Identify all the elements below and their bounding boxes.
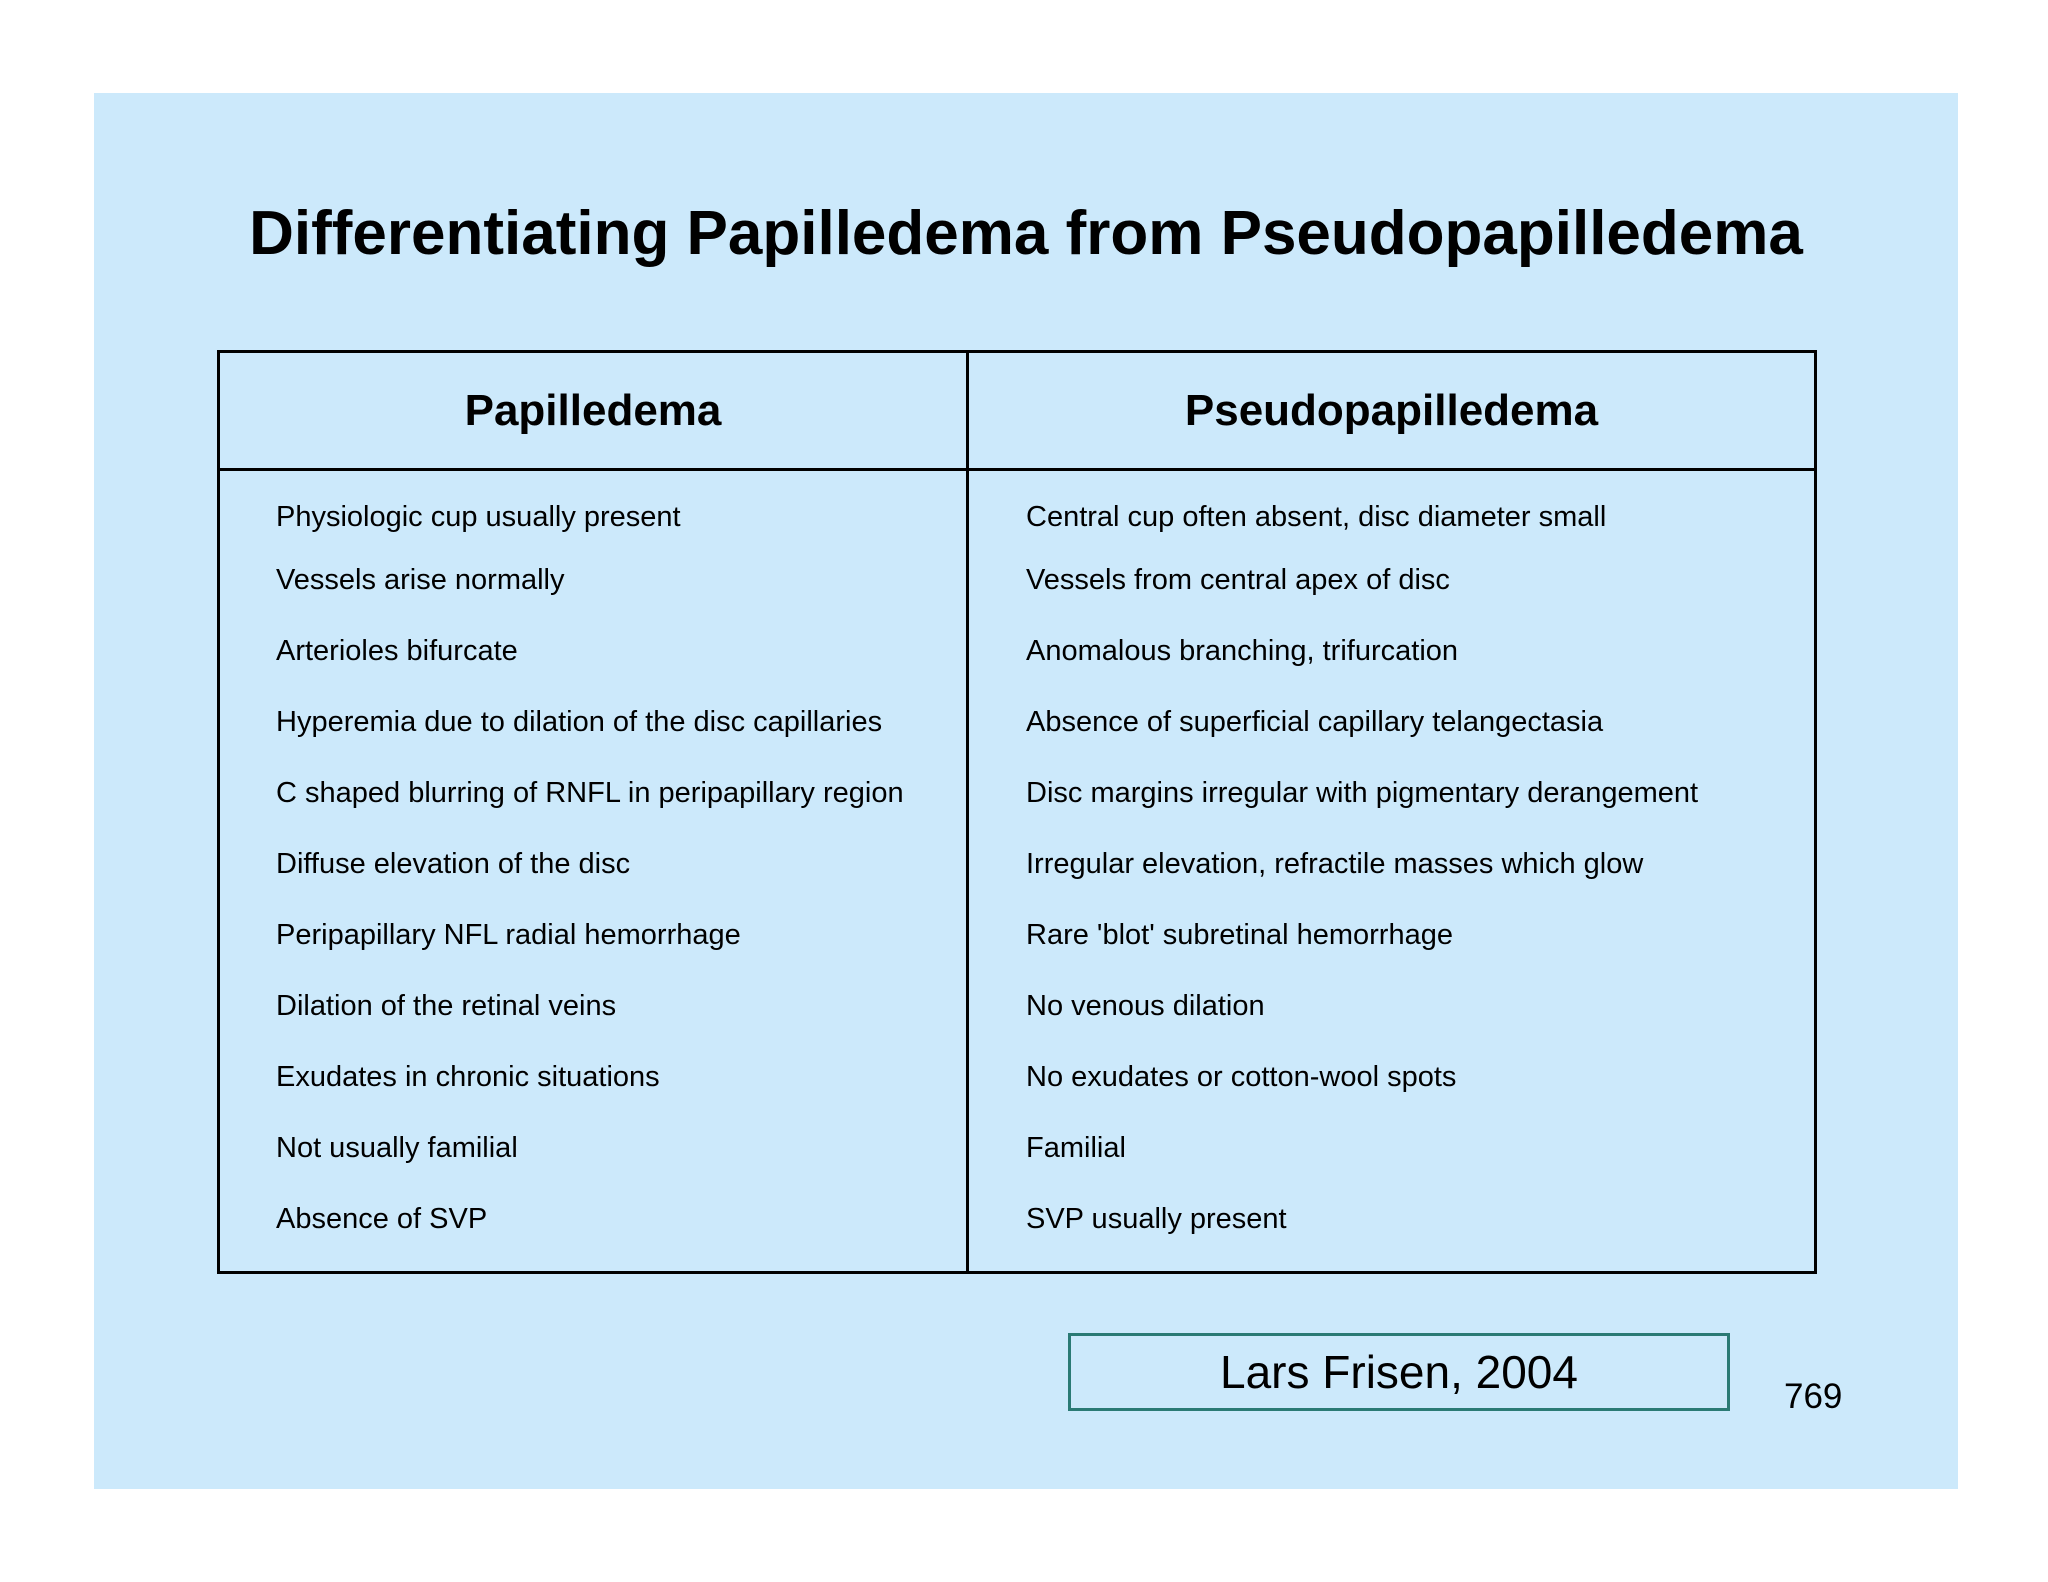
pseudopapilledema-cell: Central cup often absent, disc diameter small: [1026, 501, 1607, 533]
papilledema-cell: Absence of SVP: [276, 1203, 488, 1235]
pseudopapilledema-cell: No venous dilation: [1026, 990, 1265, 1022]
pseudopapilledema-cell: Disc margins irregular with pigmentary derangement: [1026, 777, 1699, 809]
pseudopapilledema-cell: Irregular elevation, refractile masses which glow: [1026, 848, 1644, 880]
header-pseudopapilledema: Pseudopapilledema: [1184, 385, 1599, 435]
papilledema-cell: Not usually familial: [276, 1132, 518, 1164]
pseudopapilledema-cell: No exudates or cotton-wool spots: [1026, 1061, 1457, 1093]
slide: [94, 93, 1958, 1489]
pseudopapilledema-cell: Anomalous branching, trifurcation: [1026, 635, 1459, 667]
citation-text: Lars Frisen, 2004: [1220, 1346, 1578, 1398]
page-number: 769: [1784, 1377, 1843, 1416]
pseudopapilledema-cell: Rare 'blot' subretinal hemorrhage: [1026, 919, 1453, 951]
pseudopapilledema-cell: Vessels from central apex of disc: [1026, 564, 1450, 596]
pseudopapilledema-cell: SVP usually present: [1026, 1203, 1287, 1235]
papilledema-cell: Diffuse elevation of the disc: [276, 848, 631, 880]
papilledema-cell: Arterioles bifurcate: [276, 635, 518, 667]
papilledema-cell: Vessels arise normally: [276, 564, 565, 596]
papilledema-cell: Hyperemia due to dilation of the disc capillaries: [276, 706, 883, 738]
header-divider: [220, 468, 1814, 471]
papilledema-cell: Peripapillary NFL radial hemorrhage: [276, 919, 741, 951]
comparison-table: [217, 350, 1817, 1274]
papilledema-cell: Physiologic cup usually present: [276, 501, 681, 533]
pseudopapilledema-cell: Absence of superficial capillary telangectasia: [1026, 706, 1604, 738]
citation-box: [1068, 1333, 1730, 1411]
column-divider: [966, 353, 969, 1271]
papilledema-cell: C shaped blurring of RNFL in peripapillary region: [276, 777, 904, 809]
pseudopapilledema-cell: Familial: [1026, 1132, 1126, 1164]
header-papilledema: Papilledema: [464, 385, 722, 435]
slide-title: Differentiating Papilledema from Pseudopapilledema: [249, 199, 1803, 268]
papilledema-cell: Dilation of the retinal veins: [276, 990, 617, 1022]
papilledema-cell: Exudates in chronic situations: [276, 1061, 660, 1093]
